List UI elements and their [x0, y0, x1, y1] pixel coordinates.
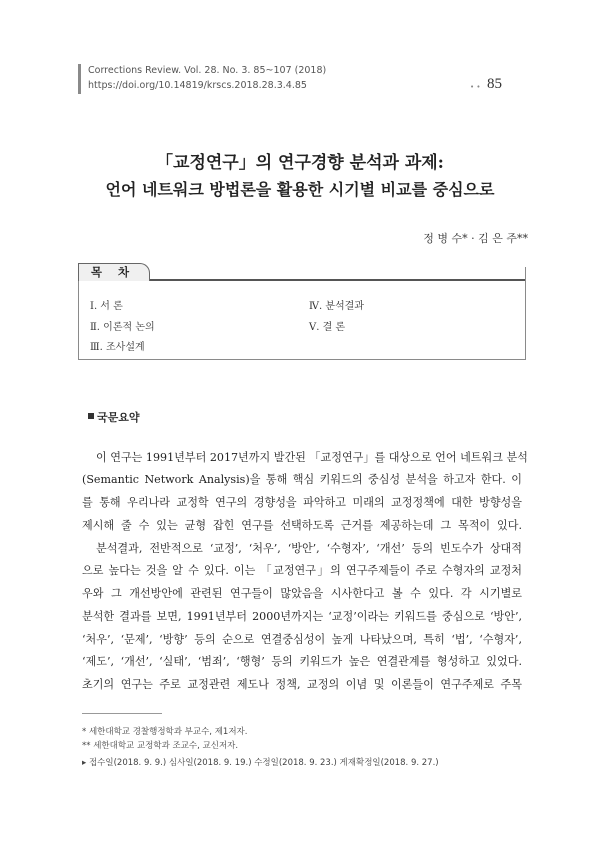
page-number: 85 [487, 76, 502, 92]
abstract-line: 분석결과, 전반적으로 ‘교정’, ‘처우’, ‘방안’, ‘수형자’, ‘개선’ 등의 빈도수가 상대적 [96, 542, 522, 555]
abstract-line: 분석한 결과를 보면, 1991년부터 2000년까지는 ‘교정’이라는 키워드를 중심으로 ‘방안’, [82, 610, 522, 623]
paper-title: 「교정연구」의 연구경향 분석과 과제: [156, 153, 444, 173]
footnote-rule [82, 713, 162, 714]
journal-citation: Corrections Review. Vol. 28. No. 3. 85~107 (2018) [88, 65, 327, 76]
square-bullet-icon [88, 413, 94, 419]
footnote-corresponding-author: ** 세한대학교 교정학과 조교수, 교신저자. [82, 741, 239, 751]
toc-item-introduction: Ⅰ. 서 론 [90, 301, 123, 312]
abstract-line: ‘처우’, ‘문제’, ‘방향’ 등의 순으로 연결중심성이 높게 나타났으며, 특히 ‘법’, ‘수형자’, [82, 633, 522, 646]
paper-subtitle: 언어 네트워크 방법론을 활용한 시기별 비교를 중심으로 [105, 180, 495, 199]
page-marker: • • [470, 83, 481, 91]
abstract-line: 으로 높다는 것을 알 수 있다. 이는 「교정연구」의 연구주제들이 주로 수형자의 교정처 [82, 564, 522, 577]
abstract-line: 우와 그 개선방안에 관련된 연구들이 많았음을 시사한다고 볼 수 있다. 각 시기별로 [82, 587, 522, 600]
toc-item-conclusion: Ⅴ. 결 론 [309, 322, 346, 333]
toc-item-design: Ⅲ. 조사설계 [90, 342, 145, 353]
author-line: 정 병 수* · 김 은 주** [423, 232, 528, 245]
footnote-first-author: * 세한대학교 경찰행정학과 부교수, 제1저자. [82, 727, 248, 737]
header-accent-bar [78, 64, 81, 94]
abstract-line: ‘제도’, ‘개선’, ‘실태’, ‘범죄’, ‘행형’ 등의 키워드가 높은 연결관계를 형성하고 있었다. [82, 655, 522, 668]
abstract-line: 이 연구는 1991년부터 2017년까지 발간된 「교정연구」를 대상으로 언어 네트워크 분석 [96, 451, 528, 464]
abstract-line: 초기의 연구는 주로 교정관련 제도나 정책, 교정의 이념 및 이론들이 연구주제로 주목 [82, 678, 522, 691]
toc-label: 목 차 [90, 265, 136, 279]
abstract-line: (Semantic Network Analysis)을 통해 핵심 키워드의 중심성 분석을 하고자 한다. 이 [82, 473, 522, 486]
toc-item-results: Ⅳ. 분석결과 [309, 301, 364, 312]
abstract-line: 제시해 줄 수 있는 균형 잡힌 연구를 선택하도록 근거를 제공하는데 그 목적이 있다. [82, 519, 522, 532]
abstract-line: 를 통해 우리나라 교정학 연구의 경향성을 파악하고 미래의 교정정책에 대한 방향성을 [82, 496, 522, 509]
footnote-dates: ▸ 접수일(2018. 9. 9.) 심사일(2018. 9. 19.) 수정일(2018. 9. 23.) 게재확정일(2018. 9. 27.) [82, 758, 439, 768]
doi-link[interactable]: https://doi.org/10.14819/krscs.2018.28.3.4.85 [88, 80, 307, 91]
abstract-heading-text: 국문요약 [97, 411, 140, 424]
toc-item-theory: Ⅱ. 이론적 논의 [90, 322, 155, 333]
abstract-heading [88, 409, 140, 425]
